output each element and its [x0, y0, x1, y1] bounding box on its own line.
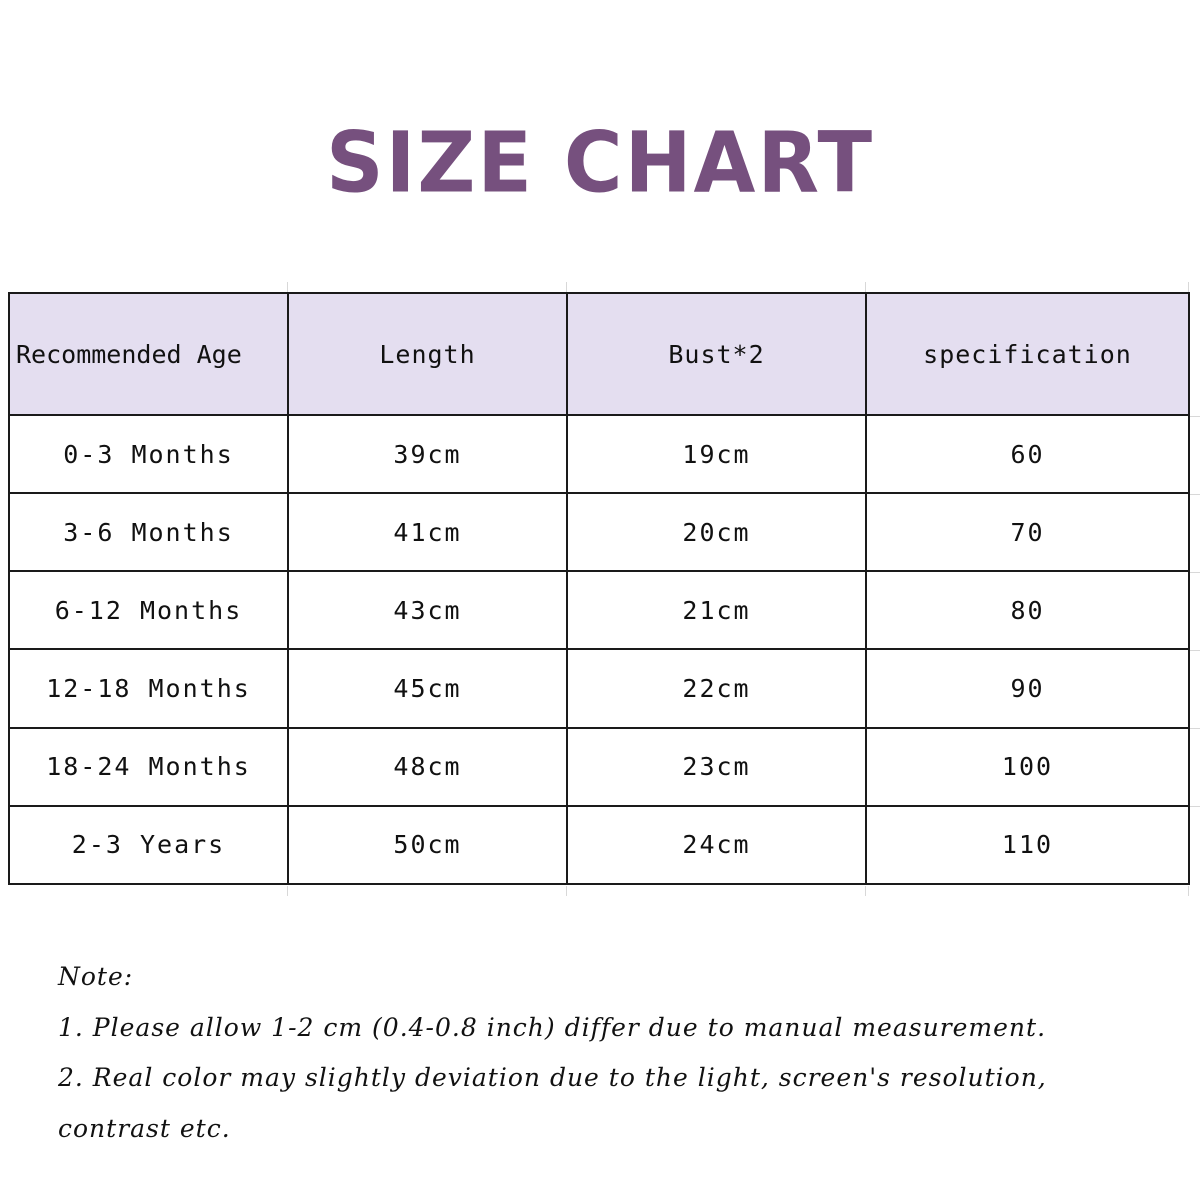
cell-length: 41cm	[288, 493, 567, 571]
table-row	[9, 806, 1189, 884]
cell-bust: 24cm	[567, 806, 866, 884]
gridline-tick	[1188, 886, 1189, 896]
gridline-tick	[1189, 572, 1200, 573]
gridline-tick	[1189, 650, 1200, 651]
gridline-tick	[1188, 282, 1189, 292]
table-header-row	[9, 293, 1189, 415]
cell-specification: 90	[866, 649, 1189, 727]
cell-age: 0-3 Months	[9, 415, 288, 493]
cell-specification: 80	[866, 571, 1189, 649]
cell-age: 3-6 Months	[9, 493, 288, 571]
cell-specification: 110	[866, 806, 1189, 884]
note-item: 2. Real color may slightly deviation due to the light, screen's resolution, contrast etc.	[58, 1063, 1047, 1143]
gridline-tick	[287, 282, 288, 292]
cell-specification: 60	[866, 415, 1189, 493]
table-row	[9, 415, 1189, 493]
cell-specification: 100	[866, 728, 1189, 806]
cell-length: 39cm	[288, 415, 567, 493]
gridline-tick	[1189, 806, 1200, 807]
cell-length: 45cm	[288, 649, 567, 727]
table-row	[9, 493, 1189, 571]
table-row	[9, 571, 1189, 649]
cell-bust: 20cm	[567, 493, 866, 571]
size-chart-table	[8, 292, 1190, 885]
gridline-tick	[566, 886, 567, 896]
cell-age: 6-12 Months	[9, 571, 288, 649]
gridline-tick	[865, 282, 866, 292]
cell-length: 43cm	[288, 571, 567, 649]
notes-section	[58, 952, 1168, 1154]
table-row	[9, 649, 1189, 727]
gridline-tick	[1189, 416, 1200, 417]
page-title: SIZE CHART	[325, 113, 875, 212]
note-item: 1. Please allow 1-2 cm (0.4-0.8 inch) differ due to manual measurement.	[58, 1012, 1047, 1042]
cell-length: 48cm	[288, 728, 567, 806]
header-specification: specification	[866, 293, 1189, 415]
header-recommended-age: Recommended Age	[9, 293, 288, 415]
table-row	[9, 728, 1189, 806]
header-bust: Bust*2	[567, 293, 866, 415]
notes-heading: Note:	[58, 962, 134, 991]
cell-bust: 19cm	[567, 415, 866, 493]
gridline-tick	[566, 282, 567, 292]
cell-bust: 22cm	[567, 649, 866, 727]
cell-age: 12-18 Months	[9, 649, 288, 727]
cell-length: 50cm	[288, 806, 567, 884]
cell-specification: 70	[866, 493, 1189, 571]
gridline-tick	[865, 886, 866, 896]
gridline-tick	[287, 886, 288, 896]
gridline-tick	[1189, 494, 1200, 495]
cell-bust: 21cm	[567, 571, 866, 649]
cell-bust: 23cm	[567, 728, 866, 806]
gridline-tick	[1189, 728, 1200, 729]
cell-age: 2-3 Years	[9, 806, 288, 884]
header-length: Length	[288, 293, 567, 415]
cell-age: 18-24 Months	[9, 728, 288, 806]
